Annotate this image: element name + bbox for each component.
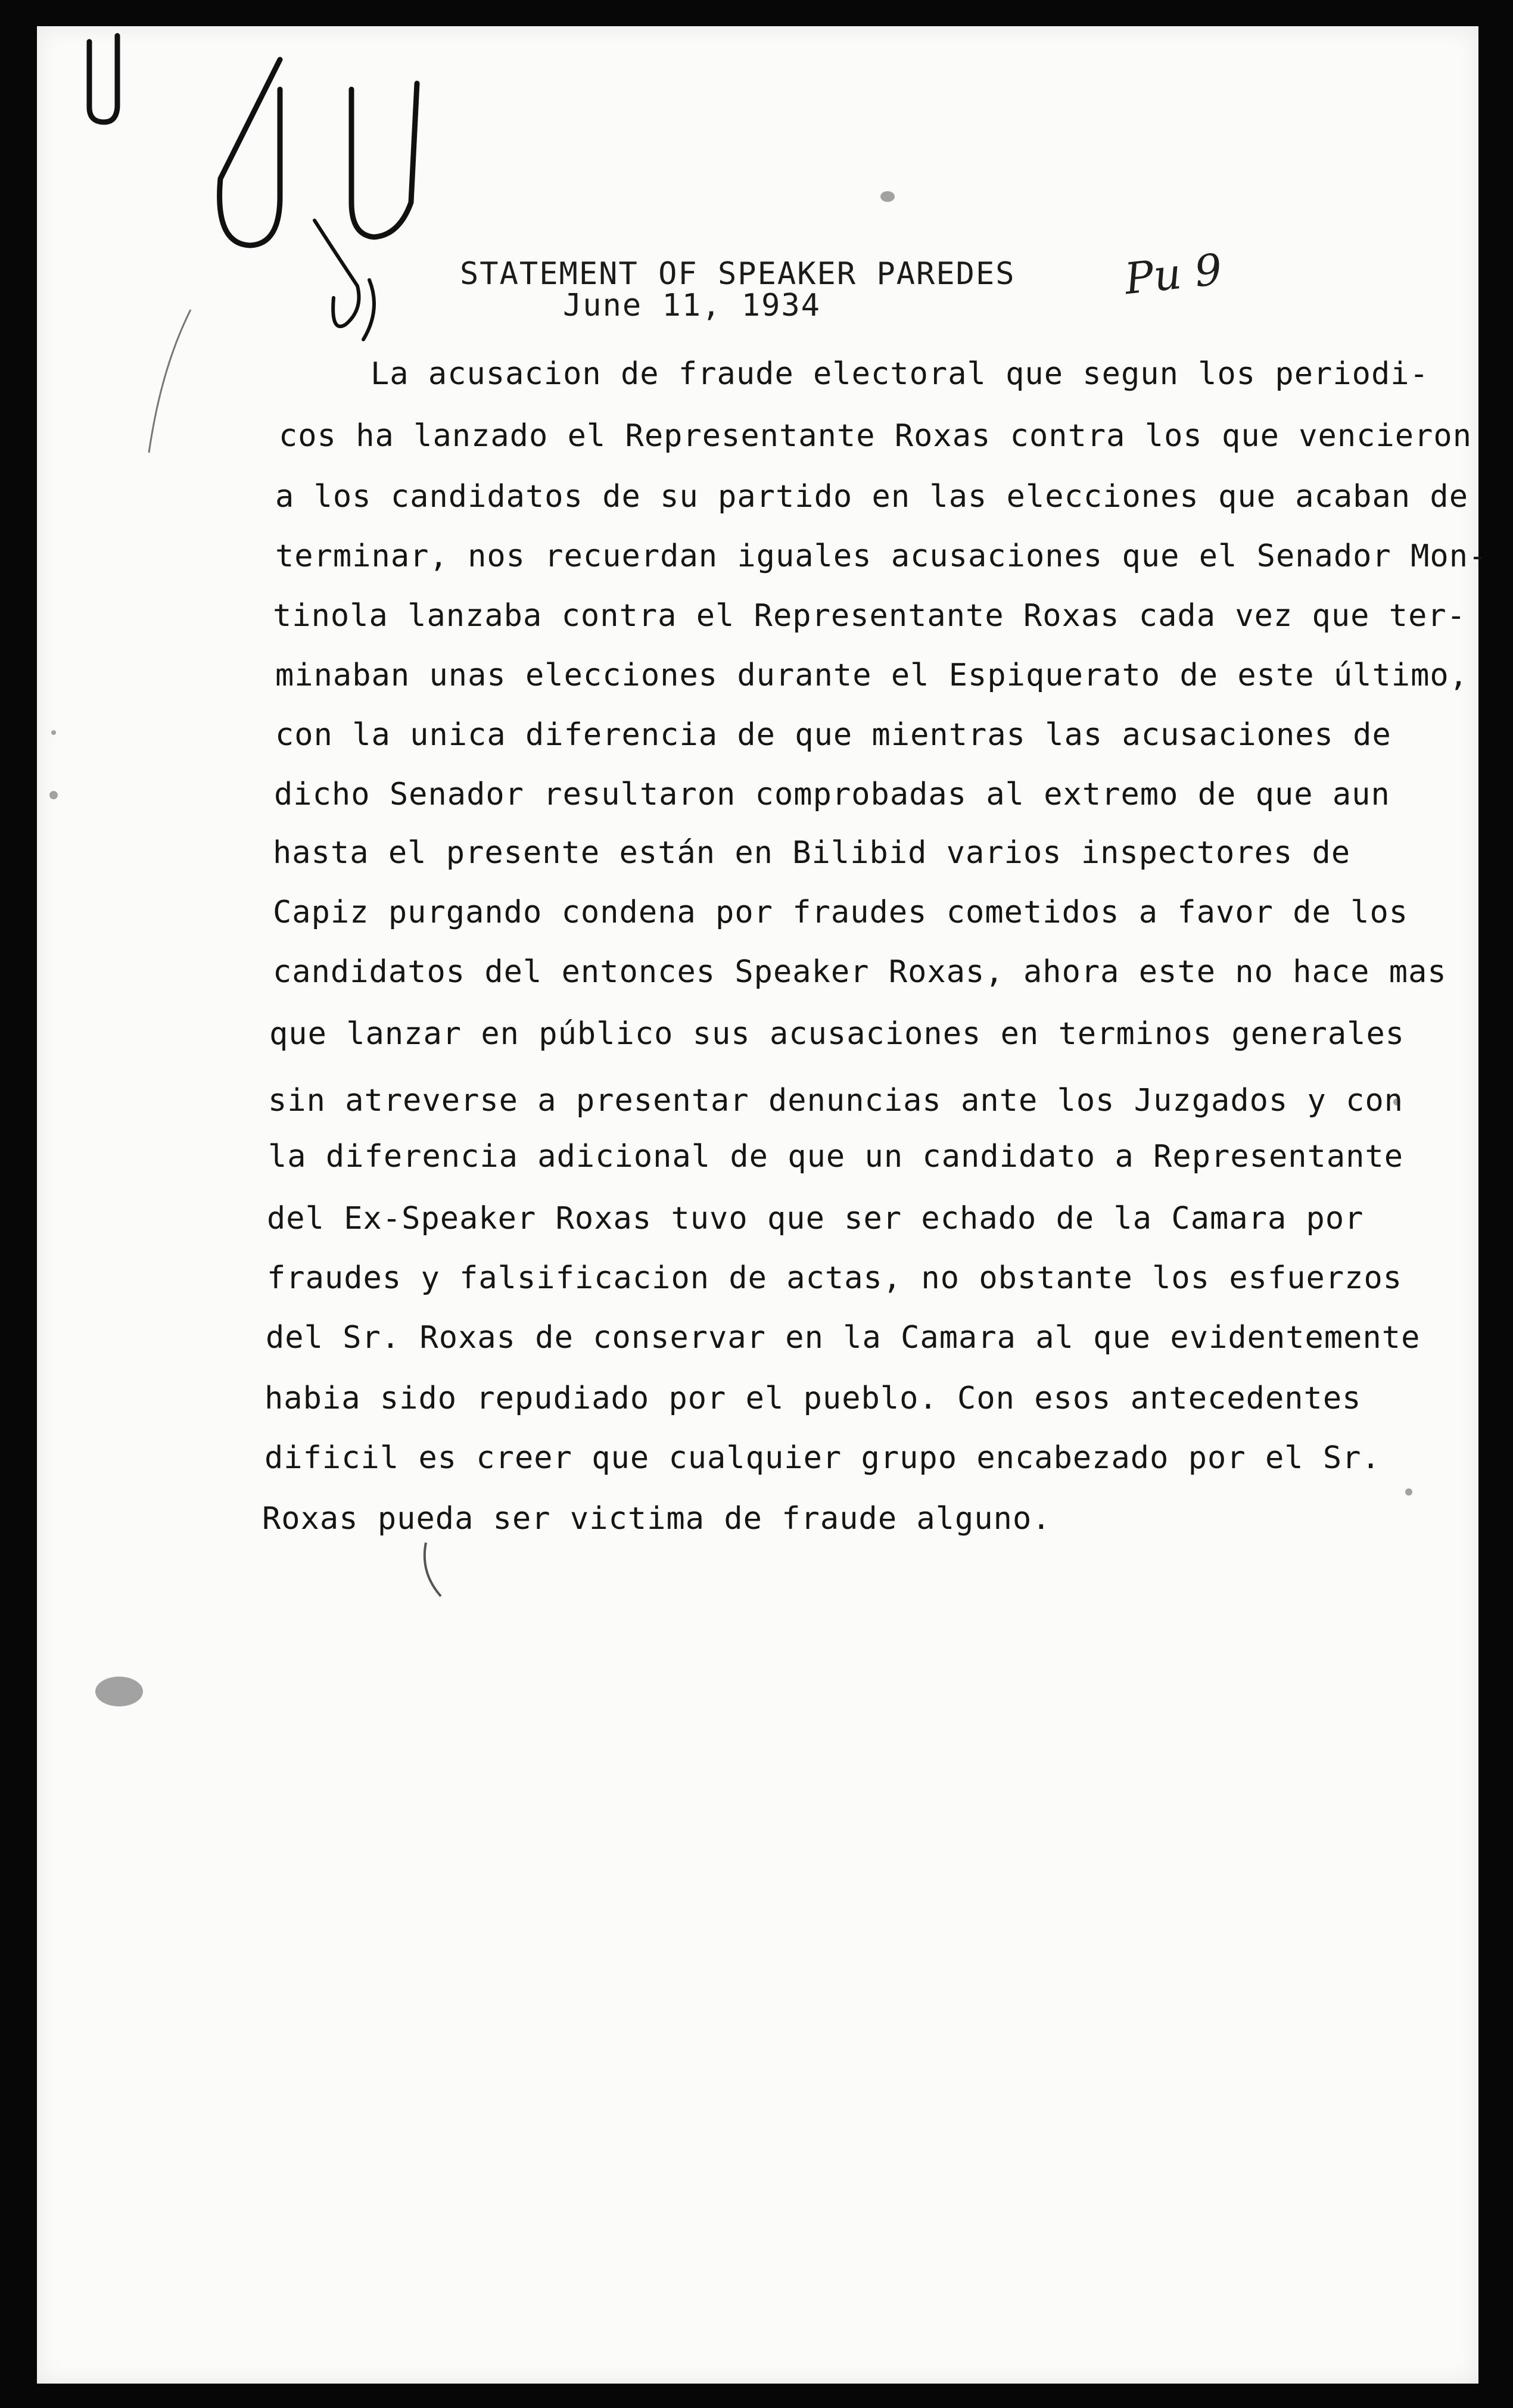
paragraph-line: candidatos del entonces Speaker Roxas, ahora este no hace mas	[273, 954, 1447, 990]
paragraph-line: a los candidatos de su partido en las elecciones que acaban de	[275, 479, 1469, 515]
paragraph-line: Roxas pueda ser victima de fraude alguno.	[262, 1501, 1051, 1537]
paragraph-line: habia sido repudiado por el pueblo. Con esos antecedentes	[264, 1381, 1362, 1416]
paragraph-line: La acusacion de fraude electoral que segun los periodi-	[371, 356, 1429, 392]
paragraph-line: cos ha lanzado el Representante Roxas contra los que vencieron	[279, 418, 1472, 454]
paragraph-line: del Ex-Speaker Roxas tuvo que ser echado de la Camara por	[267, 1201, 1364, 1236]
clip-mark-2	[220, 60, 280, 245]
smudge-dot	[1405, 1488, 1412, 1496]
paragraph-line: con la unica diferencia de que mientras las acusaciones de	[275, 717, 1391, 753]
paragraph-line: del Sr. Roxas de conservar en la Camara al que evidentemente	[266, 1320, 1421, 1356]
paragraph-line: dificil es creer que cualquier grupo encabezado por el Sr.	[264, 1440, 1381, 1476]
document-date: June 11, 1934	[563, 288, 821, 323]
paragraph-line: que lanzar en público sus acusaciones en terminos generales	[269, 1016, 1405, 1052]
smudge-mark	[880, 191, 895, 202]
paragraph-line: terminar, nos recuerdan iguales acusaciones que el Senador Mon-	[275, 538, 1488, 574]
clip-mark-1	[89, 36, 117, 122]
smudge-dot	[51, 730, 56, 735]
smudge-dot	[49, 791, 58, 799]
smudge-mark	[95, 1677, 143, 1706]
paragraph-line: hasta el presente están en Bilibid varios inspectores de	[273, 835, 1351, 871]
paragraph-line: dicho Senador resultaron comprobadas al extremo de que aun	[274, 777, 1390, 812]
paragraph-line: tinola lanzaba contra el Representante Roxas cada vez que ter-	[273, 598, 1467, 634]
document-title: STATEMENT OF SPEAKER PAREDES	[460, 256, 1016, 292]
clip-mark-4	[315, 220, 359, 326]
clip-mark-3	[351, 83, 417, 237]
handwritten-annotation: Pu 9	[1122, 244, 1225, 304]
paragraph-line: la diferencia adicional de que un candidato a Representante	[268, 1139, 1404, 1175]
paragraph-line: fraudes y falsificacion de actas, no obstante los esfuerzos	[267, 1260, 1403, 1296]
paragraph-line: sin atreverse a presentar denuncias ante los Juzgados y con	[268, 1083, 1404, 1119]
paragraph-line: Capiz purgando condena por fraudes cometidos a favor de los	[273, 895, 1409, 930]
pencil-stroke	[425, 1543, 441, 1596]
pencil-stroke	[149, 310, 191, 453]
paragraph-line: minaban unas elecciones durante el Espiquerato de este último,	[275, 658, 1469, 693]
clip-mark-5	[363, 280, 374, 339]
